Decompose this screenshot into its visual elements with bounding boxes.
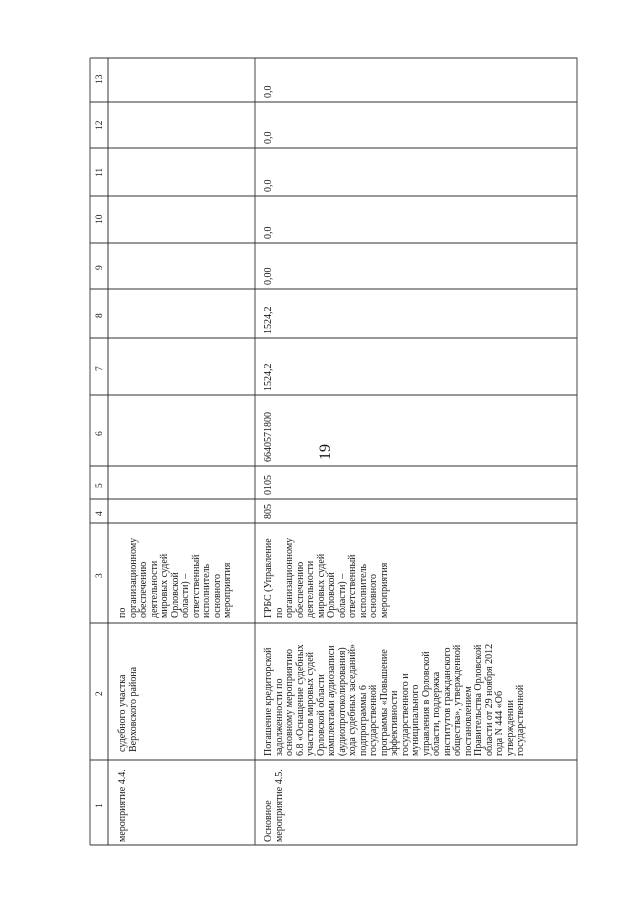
column-header-6: 6 — [95, 431, 105, 436]
column-header-12: 12 — [95, 120, 105, 130]
column-header-5: 5 — [95, 483, 105, 488]
row2-col3: ГРБС (Управление по организационному обеспечению деятельности мировых судей Орловской области) – ответственный исполнитель основного мероприятия — [263, 537, 390, 618]
row1-col3: по организационному обеспечению деятельности мировых судей Орловской области) – ответственный исполнитель основного мероприятия — [117, 537, 233, 618]
column-header-9: 9 — [95, 265, 105, 270]
row2-col11: 0,0 — [263, 179, 274, 192]
column-header-10: 10 — [95, 214, 105, 224]
row2-col2: Погашение кредиторской задолженности по основному мероприятию 6.8 «Оснащение судебных участков мировых судей Орловской области комплектами аудиозаписи (аудиопротоколирования) хода судебных заседаний» подпрограммы 6 государственной программы «Повышение эффективности государственного и муниципального управления в Орловской области, поддержка институтов гражданского общества», утвержденной постановлением Правительства Орловской области от 29 ноября 2012 года N 444 «Об утверждении государственной — [263, 643, 526, 756]
column-header-7: 7 — [95, 366, 105, 371]
column-header-8: 8 — [95, 313, 105, 318]
page-number: 19 — [317, 444, 334, 460]
row2-col4: 805 — [263, 504, 274, 519]
row2-col12: 0,0 — [263, 131, 274, 144]
row2-col13: 0,0 — [263, 85, 274, 98]
column-header-13: 13 — [95, 74, 105, 84]
row2-col1: Основное мероприятие 4.5. — [263, 769, 285, 842]
row2-col5: 0105 — [263, 475, 274, 495]
column-header-4: 4 — [95, 511, 105, 516]
column-header-11: 11 — [95, 167, 105, 177]
row1-col1: мероприятие 4.4. — [117, 769, 128, 842]
column-header-2: 2 — [95, 691, 105, 696]
row2-col10: 0,0 — [263, 226, 274, 239]
row2-col8: 1524,2 — [263, 306, 274, 334]
column-header-3: 3 — [95, 573, 105, 578]
row1-col2: судебного участка Верховского района — [117, 666, 139, 752]
row2-col9: 0,00 — [263, 267, 274, 285]
column-header-1: 1 — [95, 803, 105, 808]
row2-col6: 6640571800 — [263, 412, 274, 462]
row2-col7: 1524,2 — [263, 363, 274, 391]
